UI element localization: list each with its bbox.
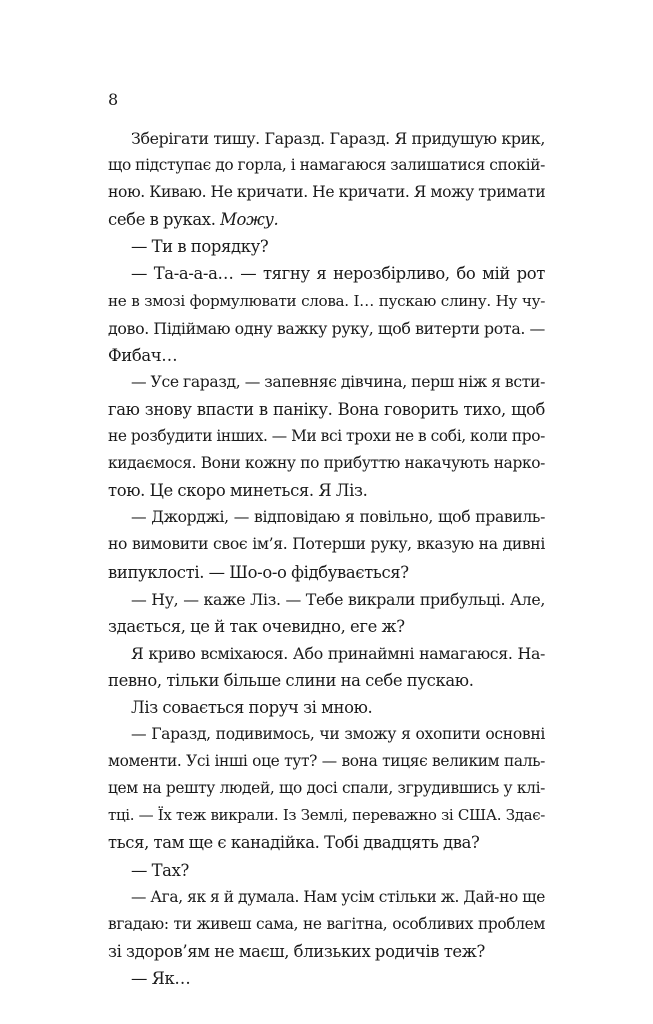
text-line (108, 965, 545, 992)
text-line (108, 938, 545, 965)
text-line (108, 396, 545, 423)
text-line (108, 802, 545, 829)
text-line (108, 206, 545, 233)
text-line (108, 423, 545, 450)
text-line-content: — Гаразд, подивимось, чи зможу я охопити основні (131, 725, 545, 744)
text-line (108, 179, 545, 206)
text-line-content: не розбудити інших. — Ми всі трохи не в собі, коли про- (108, 427, 545, 446)
text-line-content: ною. Киваю. Не кричати. Не кричати. Я можу тримати (108, 183, 546, 202)
text-line-content: тці. — Їх теж викрали. Із Землі, переважно зі США. Здає- (108, 806, 545, 825)
text-line (108, 667, 545, 694)
text-line (108, 721, 545, 748)
text-line-content: дово. Підіймаю одну важку руку, щоб витерти рота. — (108, 318, 545, 338)
text-line-content: моменти. Усі інші оце тут? — вона тицяє великим паль- (108, 752, 545, 771)
text-line-content: зі здоров’ям не маєш, близьких родичів теж? (108, 941, 485, 961)
text-line (108, 884, 545, 911)
text-line (108, 315, 545, 342)
text-line (108, 531, 545, 558)
text-line-content: цем на решту людей, що досі спали, згрудившись у клі- (108, 779, 545, 798)
text-line (108, 748, 545, 775)
text-line-content: випуклості. — Шо-о-о фідбувається? (108, 562, 409, 582)
text-line-content: що підступає до горла, і намагаюся залишатися спокій- (108, 156, 545, 175)
text-line (108, 450, 545, 477)
text-line-content: ться, там ще є канадійка. Тобі двадцять два? (108, 833, 480, 853)
text-line (108, 504, 545, 531)
text-line-content: вгадаю: ти живеш сама, не вагітна, особливих проблем (108, 914, 545, 933)
text-line-content: тою. Це скоро минеться. Я Ліз. (108, 481, 368, 501)
text-line (108, 911, 545, 938)
text-line (108, 613, 545, 640)
text-line (108, 369, 545, 396)
text-line (108, 694, 545, 721)
text-line-content: певно, тільки більше слини на себе пускаю. (108, 670, 474, 690)
text-line-content: кидаємося. Вони кожну по прибуттю накачують нарко- (108, 454, 545, 473)
text-line (108, 288, 545, 315)
text-line-content: не в змозі формулювати слова. І… пускаю слину. Ну чу- (108, 291, 545, 310)
text-line-content: — Ага, як я й думала. Нам усім стільки ж. Дай-но ще (131, 887, 545, 906)
text-line (108, 477, 545, 504)
text-line-content: — Та-а-а-а… — тягну я нерозбірливо, бо мій рот (131, 264, 545, 284)
text-line (108, 829, 545, 856)
italic-text: Можу. (215, 210, 279, 230)
text-line-content: Я криво всміхаюся. Або принаймні намагаюся. На- (131, 643, 545, 663)
text-line (108, 559, 545, 586)
text-line (108, 775, 545, 802)
text-line (108, 342, 545, 369)
page-number: 8 (108, 90, 119, 109)
text-line-content: — Тах? (131, 860, 189, 880)
text-line-content: Зберігати тишу. Гаразд. Гаразд. Я придушую крик, (131, 129, 545, 148)
text-line-content: — Джорджі, — відповідаю я повільно, щоб правиль- (131, 508, 545, 527)
text-line (108, 857, 545, 884)
text-line-content: — Ти в порядку? (131, 237, 269, 257)
text-line (108, 233, 545, 260)
text-line-content: здається, це й так очевидно, еге ж? (108, 616, 405, 636)
text-line (108, 260, 545, 287)
text-line-content: — Усе гаразд, — запевняє дівчина, перш ніж я всти- (131, 372, 545, 391)
text-line-content: — Ну, — каже Ліз. — Тебе викрали прибульці. Але, (131, 589, 545, 609)
text-line-content: но вимовити своє ім’я. Потерши руку, вказую на дивні (108, 535, 545, 554)
body-text (108, 125, 545, 992)
text-line (108, 125, 545, 152)
text-line-content: Ліз совається поруч зі мною. (131, 697, 373, 717)
text-line-content: — Як… (131, 968, 191, 988)
text-line-content: гаю знову впасти в паніку. Вона говорить тихо, щоб (108, 399, 545, 419)
text-line-content: Фибач… (108, 345, 178, 365)
text-line-content: себе в руках. (108, 210, 216, 230)
text-line (108, 586, 545, 613)
text-line (108, 640, 545, 667)
text-line (108, 152, 545, 179)
